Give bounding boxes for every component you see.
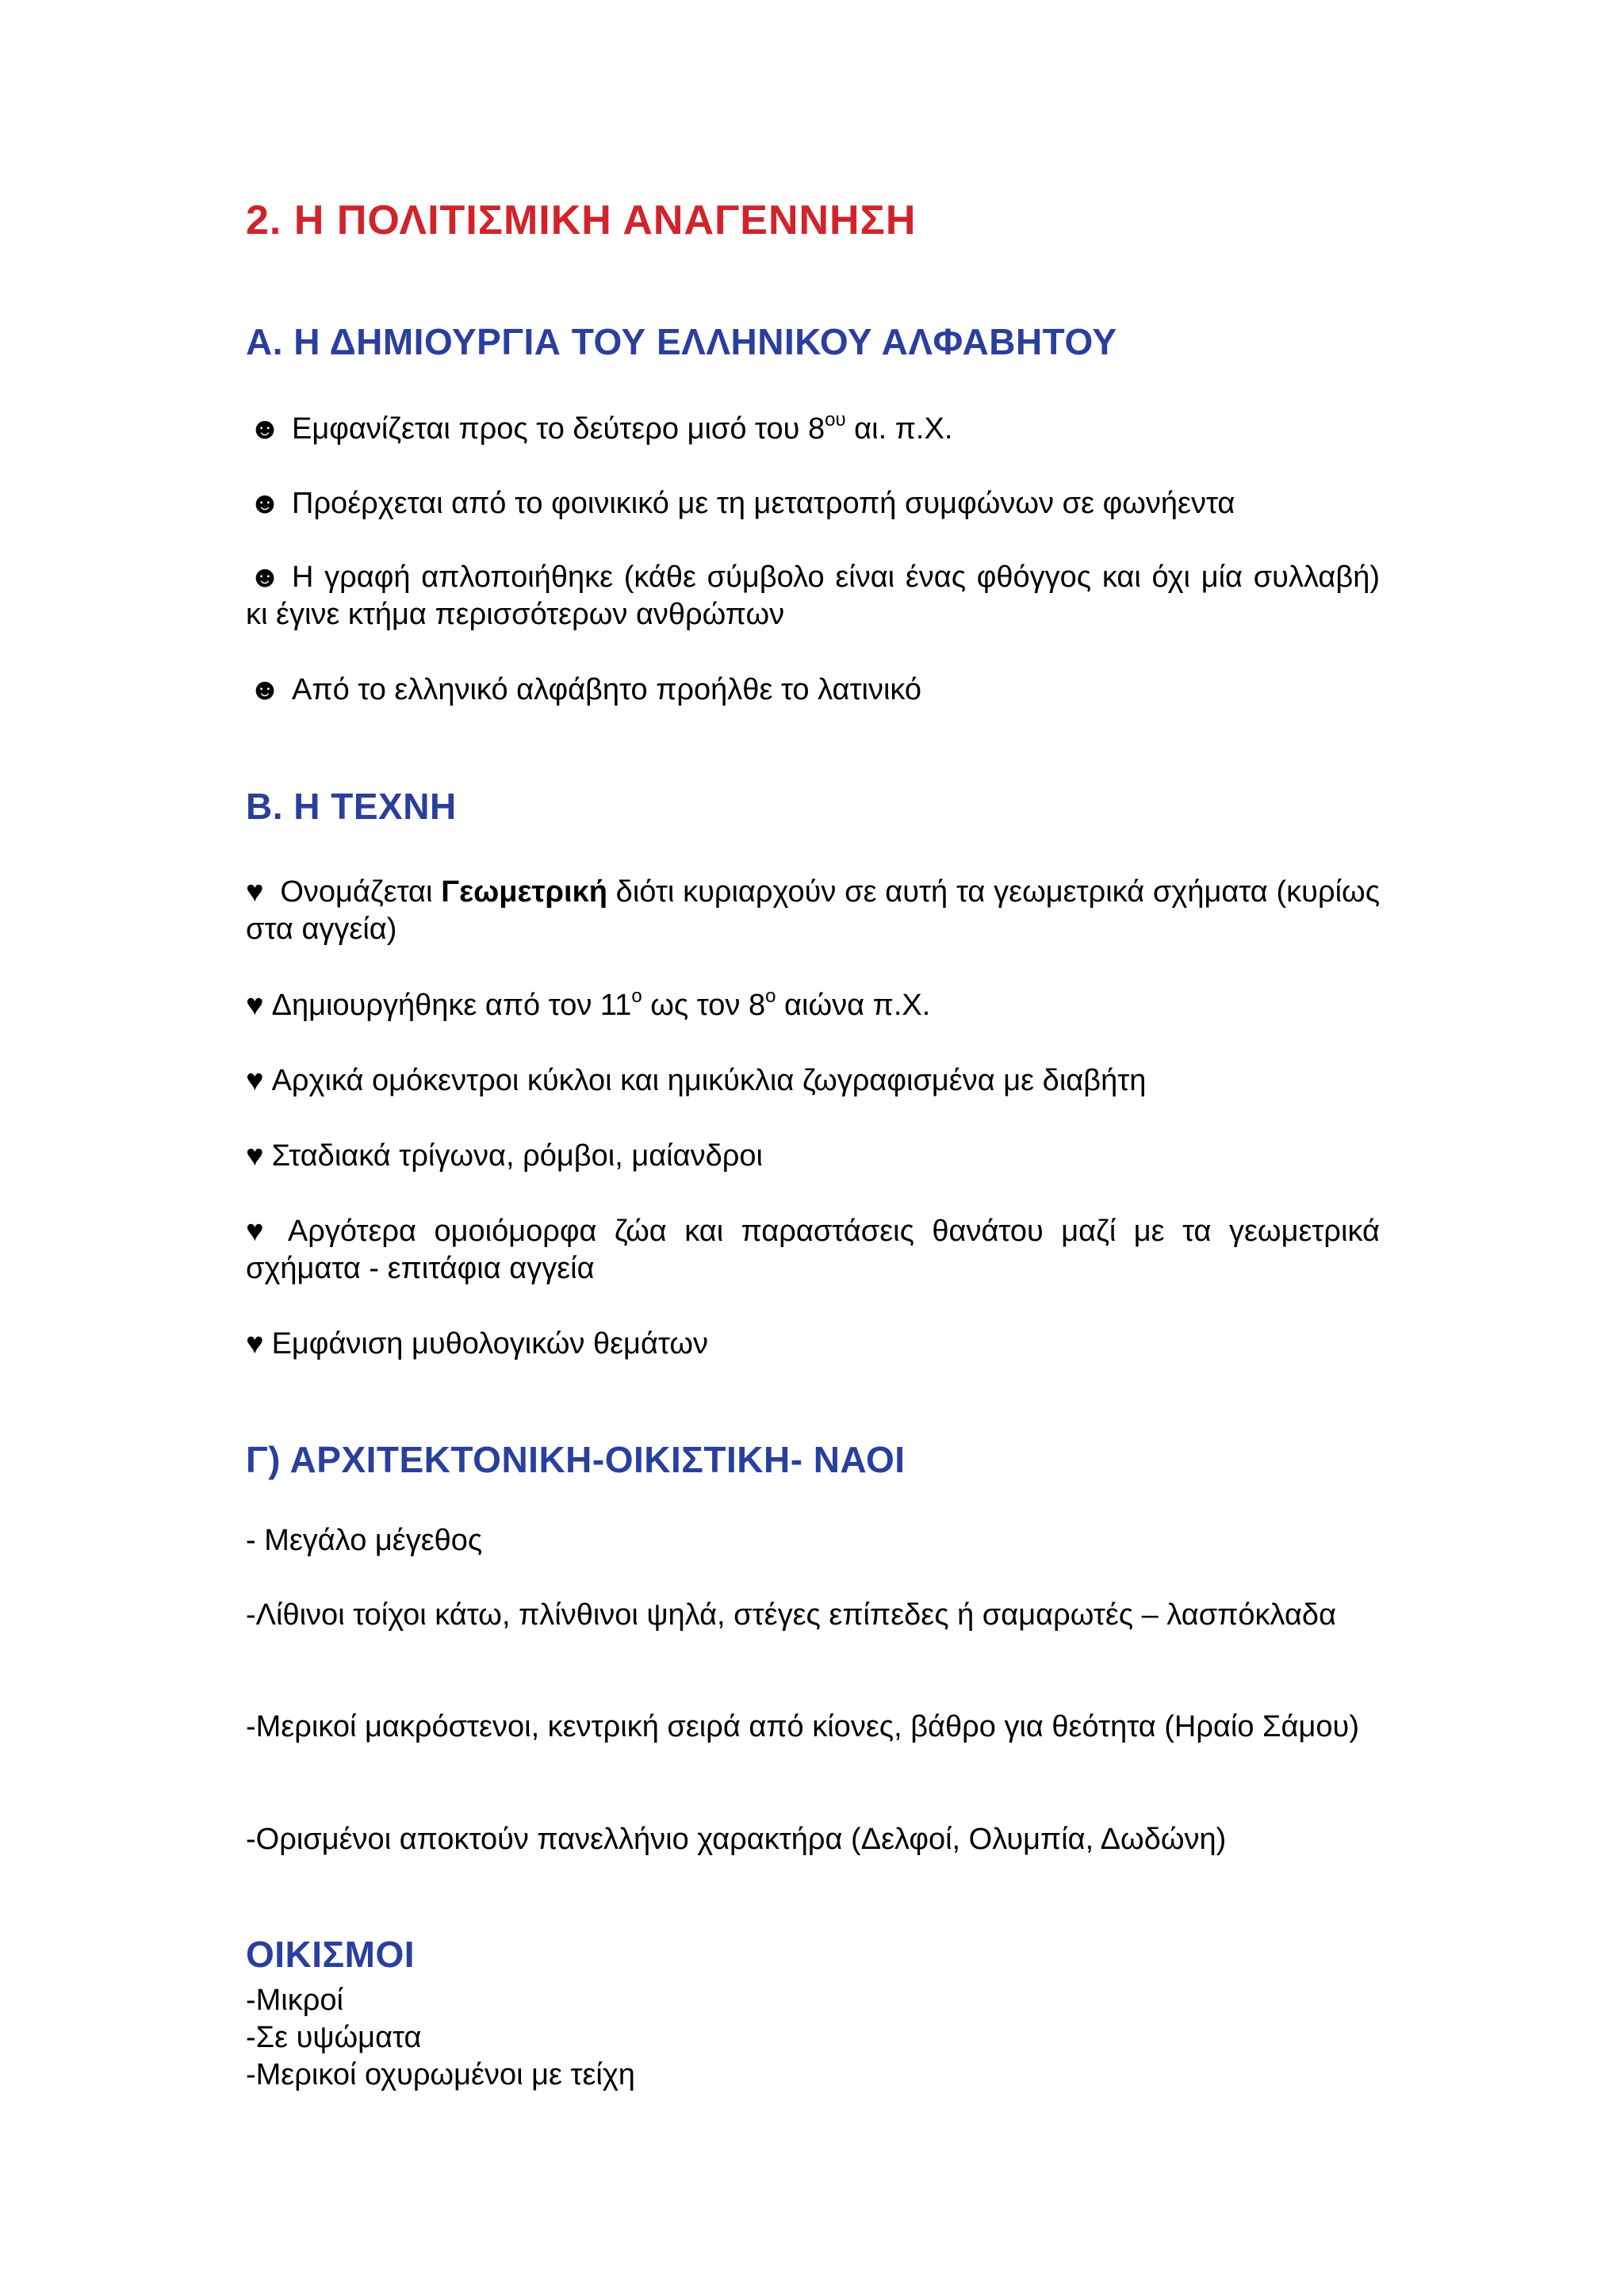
settlements-list: [246, 1982, 1380, 2094]
section-b-bullet-5: ♥ Αργότερα ομοιόμορφα ζώα και παραστάσεις θανάτου μαζί με τα γεωμετρικά σχήματα - επιτάφια αγγεία: [246, 1215, 1380, 1285]
section-a-heading: Α. Η ΔΗΜΙΟΥΡΓΙΑ ΤΟΥ ΕΛΛΗΝΙΚΟΥ ΑΛΦΑΒΗΤΟΥ: [246, 321, 1117, 362]
section-c-heading: Γ) ΑΡΧΙΤΕΚΤΟΝΙΚΗ-ΟΙΚΙΣΤΙΚΗ- ΝΑΟΙ: [246, 1439, 906, 1480]
page-title: 2. Η ΠΟΛΙΤΙΣΜΙΚΗ ΑΝΑΓΕΝΝΗΣΗ: [246, 197, 917, 243]
section-a-bullet-4: ☻ Από το ελληνικό αλφάβητο προήλθε το λατινικό: [246, 672, 1380, 709]
smiley-icon: ☻: [249, 487, 281, 520]
smiley-icon: ☻: [249, 673, 281, 706]
list-item: -Μερικοί οχυρωμένοι με τείχη: [246, 2058, 635, 2091]
list-item: -Μικροί: [246, 1984, 343, 2017]
section-a-bullet-1: ☻ Εμφανίζεται προς το δεύτερο μισό του $8^{o\upsilon}$ αι. π.Χ.: [246, 411, 1380, 448]
section-b-heading: Β. Η ΤΕΧΝΗ: [246, 786, 457, 827]
heart-icon: ♥: [246, 1327, 264, 1360]
section-b-bullet-3: ♥ Αρχικά ομόκεντροι κύκλοι και ημικύκλια ζωγραφισμένα με διαβήτη: [246, 1062, 1380, 1100]
list-item: -Σε υψώματα: [246, 2021, 422, 2054]
section-b-bullet-6: ♥ Εμφάνιση μυθολογικών θεμάτων: [246, 1326, 1380, 1363]
section-c-line-4: -Ορισμένοι αποκτούν πανελλήνιο χαρακτήρα (Δελφοί, Ολυμπία, Δωδώνη): [246, 1823, 1227, 1856]
section-d-heading: ΟΙΚΙΣΜΟΙ: [246, 1934, 416, 1975]
section-c-line-2: -Λίθινοι τοίχοι κάτω, πλίνθινοι ψηλά, στέγες επίπεδες ή σαμαρωτές – λασπόκλαδα: [246, 1598, 1337, 1632]
section-a-bullet-2: ☻ Προέρχεται από το φοινικικό με τη μετατροπή συμφώνων σε φωνήεντα: [246, 485, 1380, 522]
section-b-bullet-2: ♥ Δημιουργήθηκε από τον $11^o$ ως τον $8^o$ αιώνα π.Χ.: [246, 987, 1380, 1024]
section-a-bullet-3: ☻ Η γραφή απλοποιήθηκε (κάθε σύμβολο είναι ένας φθόγγος και όχι μία συλλαβή) κι έγινε κτήμα περισσότερων ανθρώπων: [246, 561, 1380, 631]
section-b-bullet-1: ♥ Ονομάζεται Γεωμετρική διότι κυριαρχούν σε αυτή τα γεωμετρικά σχήματα (κυρίως στα αγγεία): [246, 875, 1381, 946]
smiley-icon: ☻: [249, 412, 281, 446]
section-b-bullet-4: ♥ Σταδιακά τρίγωνα, ρόμβοι, μαίανδροι: [246, 1138, 1380, 1175]
section-c-line-3: -Μερικοί μακρόστενοι, κεντρική σειρά από κίονες, βάθρο για θεότητα (Ηραίο Σάμου): [246, 1710, 1359, 1743]
heart-icon: ♥: [246, 1064, 264, 1097]
heart-icon: ♥: [246, 1139, 264, 1173]
section-c-line-1: - Μεγάλο μέγεθος: [246, 1524, 483, 1557]
heart-icon: ♥: [246, 989, 264, 1022]
smiley-icon: ☻: [249, 561, 281, 594]
heart-icon: ♥: [246, 875, 264, 909]
heart-icon: ♥: [246, 1215, 264, 1248]
